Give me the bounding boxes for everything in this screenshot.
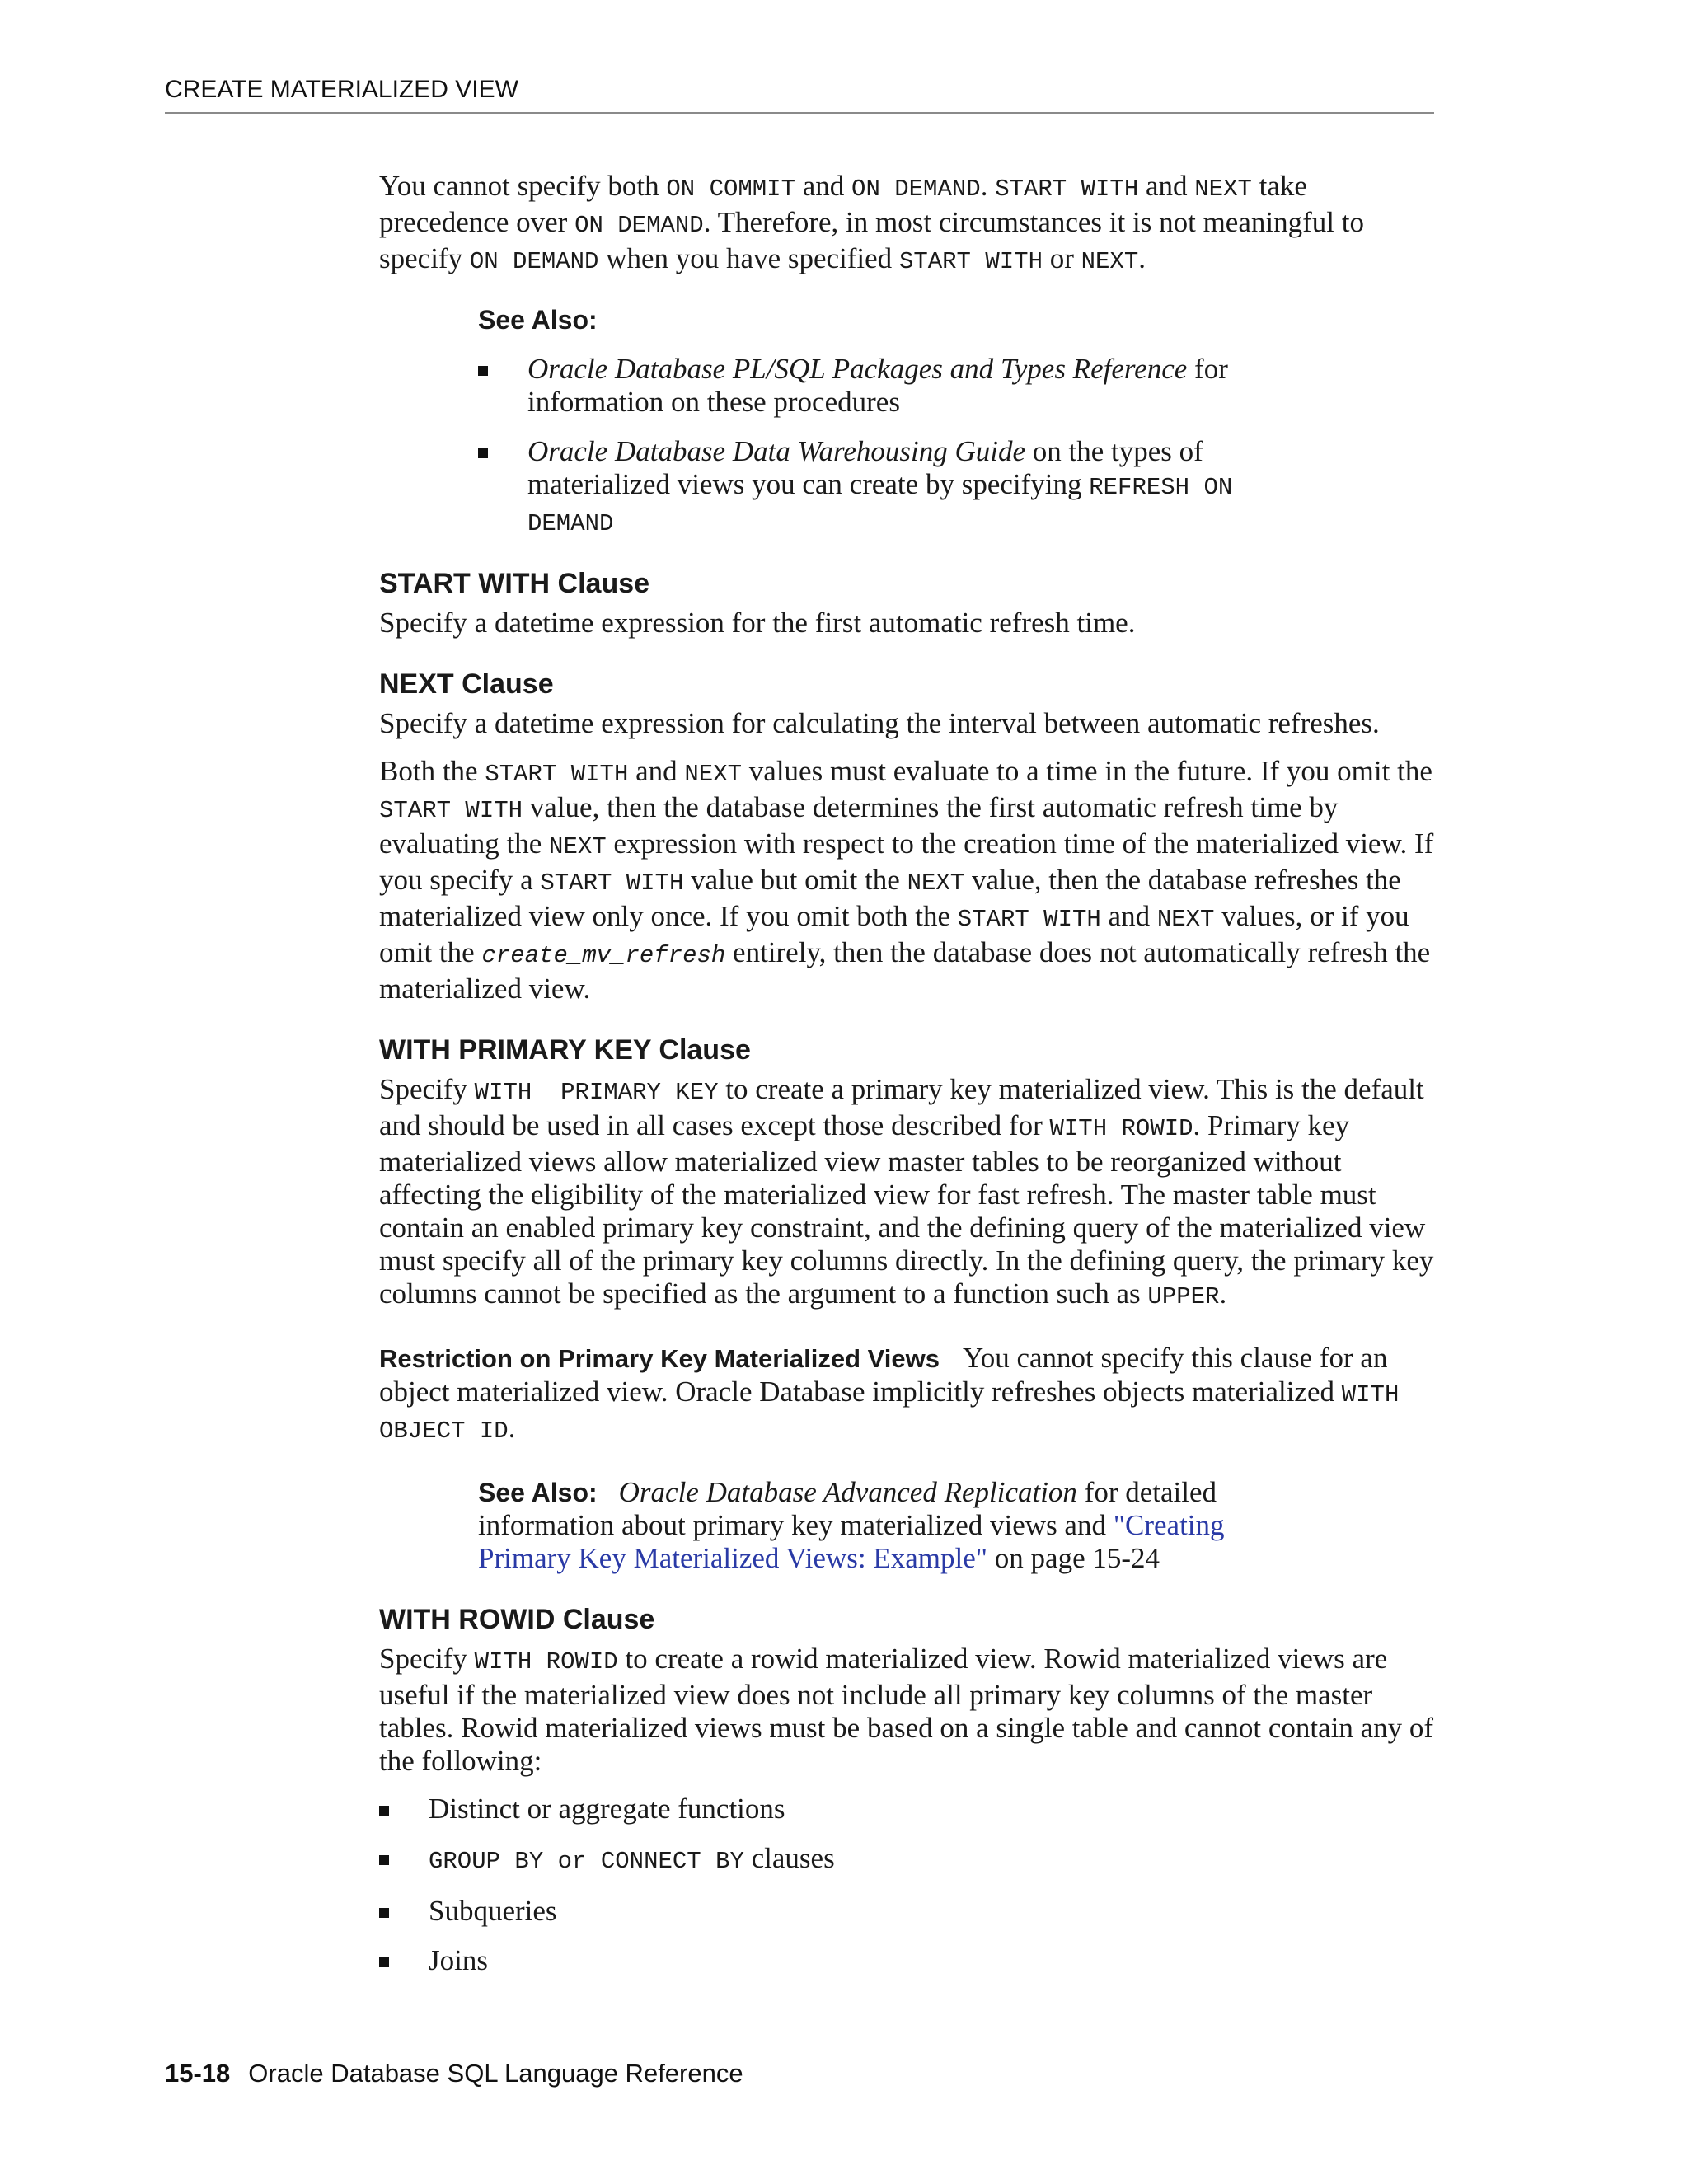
next-text: Specify a datetime expression for calculating the interval between automatic refreshes.	[379, 707, 1380, 739]
square-bullet-icon	[379, 1957, 389, 1967]
rowid-paragraph: Specify WITH ROWID to create a rowid materialized view. Rowid materialized views are useful if the materialized view does not include all primary key columns of the master tables. Rowid materialized views must be based on a single table and cannot contain any of the following:	[379, 1643, 1434, 1777]
square-bullet-icon	[379, 1806, 389, 1816]
header-title: CREATE MATERIALIZED VIEW	[165, 76, 518, 103]
section-heading-start-with: START WITH Clause	[379, 568, 650, 599]
running-header	[165, 76, 1434, 114]
square-bullet-icon	[478, 448, 488, 458]
doc-reference[interactable]: Oracle Database PL/SQL Packages and Types Reference	[528, 353, 1188, 385]
see-also-box-2	[478, 1476, 1302, 1575]
next-paragraph: Both the START WITH and NEXT values must evaluate to a time in the future. If you omit the START WITH value, then the database determines the first automatic refresh time by evaluating the NEXT expression with respect to the creation time of the materialized view. If you specify a START WITH value but omit the NEXT value, then the database refreshes the materialized view only once. If you omit both the START WITH and NEXT values, or if you omit the create_mv_refresh entirely, then the database does not automatically refresh the materialized view.	[379, 755, 1434, 1005]
start-with-text: Specify a datetime expression for the first automatic refresh time.	[379, 607, 1136, 639]
page-content	[379, 170, 1442, 1977]
doc-reference[interactable]: Oracle Database Advanced Replication	[618, 1476, 1077, 1508]
list-item: Oracle Database Data Warehousing Guide on the types of materialized views you can create by specifying REFRESH ON DEMAND	[478, 435, 1261, 541]
page-footer	[165, 2059, 743, 2088]
primary-key-paragraph: Specify WITH PRIMARY KEY to create a primary key materialized view. This is the default and should be used in all cases except those described for WITH ROWID. Primary key materialized views allow materialized view master tables to be reorganized without affecting the eligibility of the materialized view for fast refresh. The master table must contain an enabled primary key constraint, and the defining query of the materialized view must specify all of the primary key columns directly. In the defining query, the primary key columns cannot be specified as the argument to a function such as UPPER.	[379, 1073, 1434, 1310]
square-bullet-icon	[478, 366, 488, 376]
section-heading-primary-key: WITH PRIMARY KEY Clause	[379, 1034, 751, 1066]
square-bullet-icon	[379, 1908, 389, 1918]
page-number: 15-18	[165, 2059, 231, 2088]
list-item: Joins	[379, 1944, 1442, 1977]
intro-paragraph: You cannot specify both ON COMMIT and ON DEMAND. START WITH and NEXT take precedence over ON DEMAND. Therefore, in most circumstances it is not meaningful to specify ON DEMAND when you have specified START WITH or NEXT.	[379, 170, 1364, 275]
restriction-heading: Restriction on Primary Key Materialized Views	[379, 1344, 940, 1373]
see-also-paragraph: See Also: Oracle Database Advanced Replication for detailed information about primary key materialized views and "Creating Primary Key Materialized Views: Example" on page 15-24	[478, 1476, 1225, 1574]
rowid-restrictions-list	[379, 1793, 1442, 1977]
book-title: Oracle Database SQL Language Reference	[248, 2059, 743, 2088]
see-also-box-1	[478, 303, 1442, 541]
see-also-title: See Also:	[478, 305, 598, 335]
list-item: Oracle Database PL/SQL Packages and Types Reference for information on these procedures	[478, 353, 1261, 419]
doc-reference[interactable]: Oracle Database Data Warehousing Guide	[528, 435, 1026, 467]
list-item: GROUP BY or CONNECT BY clauses	[379, 1842, 1442, 1878]
example-link[interactable]: "Creating Primary Key Materialized Views: Example"	[478, 1509, 1225, 1574]
section-heading-next: NEXT Clause	[379, 668, 554, 700]
section-heading-rowid: WITH ROWID Clause	[379, 1604, 655, 1635]
square-bullet-icon	[379, 1855, 389, 1865]
list-item: Subqueries	[379, 1895, 1442, 1928]
see-also-title: See Also:	[478, 1478, 598, 1507]
restriction-paragraph: Restriction on Primary Key Materialized Views You cannot specify this clause for an object materialized view. Oracle Database implicitly refreshes objects materialized WITH OBJECT ID.	[379, 1342, 1400, 1445]
list-item: Distinct or aggregate functions	[379, 1793, 1442, 1825]
